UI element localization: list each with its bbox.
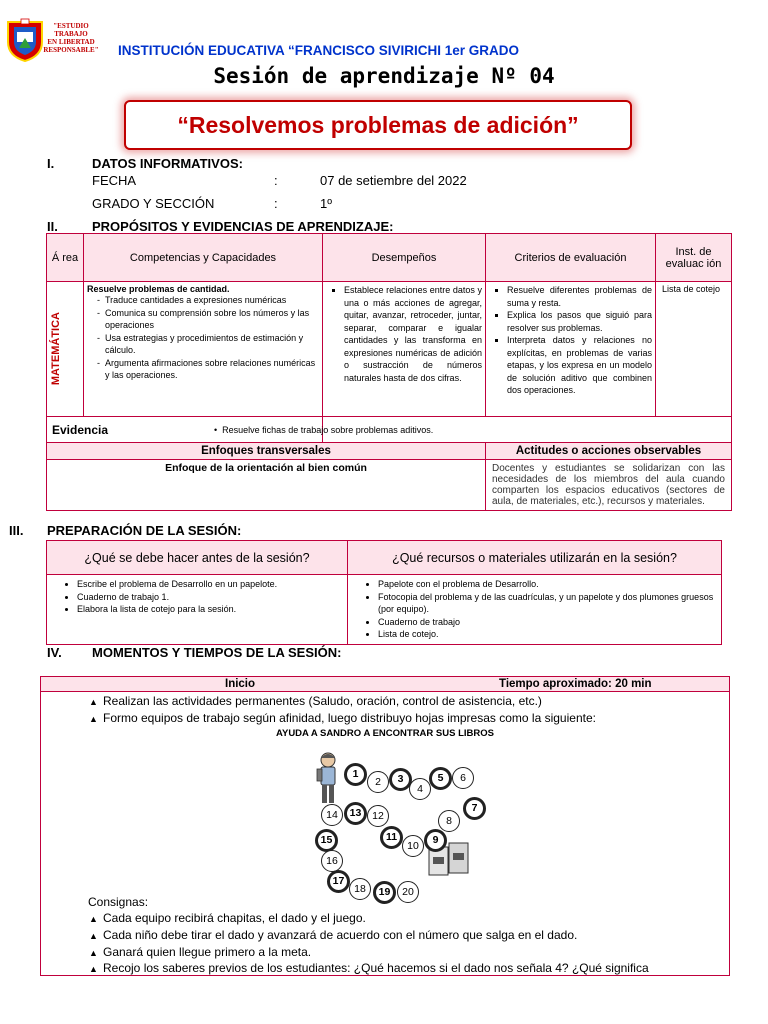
game-cell-19: 19 (373, 881, 396, 904)
performance-cell (323, 282, 486, 417)
activity-text: Formo equipos de trabajo según afinidad, luego distribuyo hojas impresas como la siguiente: (103, 711, 596, 725)
start-label: Inicio (225, 678, 256, 690)
game-cell-4: 4 (409, 778, 431, 800)
field-label: GRADO Y SECCIÓN (92, 196, 215, 211)
motto-line: RESPONSABLE" (43, 46, 99, 54)
criteria-cell (486, 282, 656, 417)
session-title: Sesión de aprendizaje Nº 04 (213, 64, 555, 88)
section-number: IV. (47, 645, 62, 660)
time-label: Tiempo aproximado: 20 min (499, 678, 652, 690)
instruction-item (89, 927, 577, 944)
grade-value: 1º (320, 196, 332, 211)
purposes-table (46, 233, 732, 511)
game-title: AYUDA A SANDRO A ENCONTRAR SUS LIBROS (276, 728, 494, 739)
school-crest-icon (6, 18, 44, 62)
header-area: Á rea (47, 234, 84, 282)
game-cell-6: 6 (452, 767, 474, 789)
instruction-text: Cada niño debe tirar el dado y avanzará de acuerdo con el número que salga en el dado. (103, 928, 578, 942)
instruction-item (89, 960, 649, 977)
resources-header: ¿Qué recursos o materiales utilizarán en la sesión? (348, 541, 722, 575)
game-cell-14: 14 (321, 804, 343, 826)
game-cell-17: 17 (327, 870, 350, 893)
motto-line: "ESTUDIO (53, 22, 89, 30)
moments-header (41, 677, 729, 692)
capacities-list (87, 294, 319, 382)
triangle-bullet-icon: ▲ (89, 948, 98, 958)
list-item: ▪ Explica los pasos que siguió para resolver sus problemas. (507, 309, 652, 334)
game-cell-11: 11 (380, 826, 403, 849)
transversal-header: Enfoques transversales (47, 443, 486, 460)
before-session-cell (47, 575, 348, 645)
list-item: • Escribe el problema de Desarrollo en un papelote. (77, 578, 343, 591)
list-item: • Cuaderno de trabajo 1. (77, 591, 343, 604)
list-item: - Comunica su comprensión sobre los números y las operaciones (105, 307, 319, 332)
instructions-label: Consignas: (88, 895, 149, 909)
attitudes-value: Docentes y estudiantes se solidarizan con las necesidades de los miembros del aula cuando comparten los espacios educativos (sectores de aula, de materiales, etc.), recursos y materiales. (486, 460, 732, 511)
resources-cell (348, 575, 722, 645)
institution-name: INSTITUCIÓN EDUCATIVA “FRANCISCO SIVIRICHI 1er GRADO (118, 43, 520, 58)
game-cell-8: 8 (438, 810, 460, 832)
triangle-bullet-icon: ▲ (89, 964, 98, 974)
preparation-table (46, 540, 722, 645)
section-title: DATOS INFORMATIVOS: (92, 156, 243, 171)
performance-list (326, 284, 482, 384)
evidence-text: • Resuelve fichas de trabajo sobre problemas aditivos. (214, 424, 434, 435)
resources-list (352, 578, 717, 641)
game-cell-15: 15 (315, 829, 338, 852)
game-cell-20: 20 (397, 881, 419, 903)
school-motto (40, 22, 102, 54)
triangle-bullet-icon: ▲ (89, 697, 98, 707)
activity-item (89, 710, 596, 727)
game-cell-16: 16 (321, 850, 343, 872)
game-cell-2: 2 (367, 771, 389, 793)
moments-box (40, 676, 730, 976)
header-performance: Desempeños (323, 234, 486, 282)
game-cell-1: 1 (344, 763, 367, 786)
before-session-list (51, 578, 343, 616)
section-number: I. (47, 156, 55, 171)
game-cell-3: 3 (389, 768, 412, 791)
instruction-text: Ganará quien llegue primero a la meta. (103, 945, 312, 959)
list-item: ▪ Establece relaciones entre datos y una o más acciones de agregar, quitar, avanzar, retroceder, juntar, separar, comparar e igualar cantidades y las transforma en expresiones numéricas de adición o sustracción de números naturales hasta de dos cifras. (344, 284, 482, 384)
triangle-bullet-icon: ▲ (89, 914, 98, 924)
evidence-label-text: Evidencia (52, 422, 109, 437)
area-label: MATEMÁTICA (50, 312, 62, 386)
section-title: MOMENTOS Y TIEMPOS DE LA SESIÓN: (92, 645, 342, 660)
list-item: • Elabora la lista de cotejo para la sesión. (77, 603, 343, 616)
field-separator: : (274, 196, 278, 211)
list-item: ▪ Interpreta datos y relaciones no explícitas, en problemas de varias etapas, y los expresa en un modelo de solución aditivo que combinen dos operaciones. (507, 334, 652, 397)
game-board (299, 741, 499, 897)
list-item: ▪ Resuelve diferentes problemas de suma y resta. (507, 284, 652, 309)
evidence-value: Resuelve fichas de trabajo sobre problemas aditivos. (222, 424, 434, 435)
section-number: II. (47, 219, 58, 234)
transversal-value: Enfoque de la orientación al bien común (47, 460, 486, 511)
instruction-text: Cada equipo recibirá chapitas, el dado y el juego. (103, 911, 366, 925)
triangle-bullet-icon: ▲ (89, 931, 98, 941)
instrument-cell: Lista de cotejo (656, 282, 732, 417)
game-cell-12: 12 (367, 805, 389, 827)
criteria-list (489, 284, 652, 397)
list-item: - Traduce cantidades a expresiones numéricas (105, 294, 319, 307)
field-separator: : (274, 173, 278, 188)
motto-line: EN LIBERTAD (47, 38, 95, 46)
list-item: - Usa estrategias y procedimientos de estimación y cálculo. (105, 332, 319, 357)
boy-figure-icon (316, 751, 342, 807)
competence-title: Resuelve problemas de cantidad. (87, 284, 230, 294)
section-title: PROPÓSITOS Y EVIDENCIAS DE APRENDIZAJE: (92, 219, 394, 234)
instruction-item (89, 910, 366, 927)
field-label: FECHA (92, 173, 137, 188)
list-item: • Cuaderno de trabajo (378, 616, 717, 629)
triangle-bullet-icon: ▲ (89, 714, 98, 724)
competence-cell (84, 282, 323, 417)
game-cell-5: 5 (429, 767, 452, 790)
lesson-title: “Resolvemos problemas de adición” (124, 100, 632, 150)
instruction-item (89, 944, 311, 961)
header-instrument: Inst. de evaluac ión (656, 234, 732, 282)
list-item: • Papelote con el problema de Desarrollo. (378, 578, 717, 591)
evidence-cell (214, 417, 732, 443)
section-title: PREPARACIÓN DE LA SESIÓN: (47, 523, 242, 538)
game-cell-7: 7 (463, 797, 486, 820)
list-item: • Lista de cotejo. (378, 628, 717, 641)
header-competences: Competencias y Capacidades (84, 234, 323, 282)
attitudes-header: Actitudes o acciones observables (486, 443, 732, 460)
activity-item (89, 693, 542, 710)
area-cell (47, 282, 84, 417)
instruction-text: Recojo los saberes previos de los estudiantes: ¿Qué hacemos si el dado nos señala 4? ¿Qué significa (103, 961, 649, 975)
game-cell-13: 13 (344, 802, 367, 825)
header-criteria: Criterios de evaluación (486, 234, 656, 282)
game-cell-10: 10 (402, 835, 424, 857)
activity-text: Realizan las actividades permanentes (Saludo, oración, control de asistencia, etc.) (103, 694, 542, 708)
game-cell-9: 9 (424, 829, 447, 852)
list-item: - Argumenta afirmaciones sobre relaciones numéricas y las operaciones. (105, 357, 319, 382)
date-value: 07 de setiembre del 2022 (320, 173, 467, 188)
section-number: III. (9, 523, 24, 538)
game-cell-18: 18 (349, 878, 371, 900)
before-session-header: ¿Qué se debe hacer antes de la sesión? (47, 541, 348, 575)
list-item: • Fotocopia del problema y de las cuadrículas, y un papelote y dos plumones gruesos (por equipo). (378, 591, 717, 616)
motto-line: TRABAJO (54, 30, 88, 38)
